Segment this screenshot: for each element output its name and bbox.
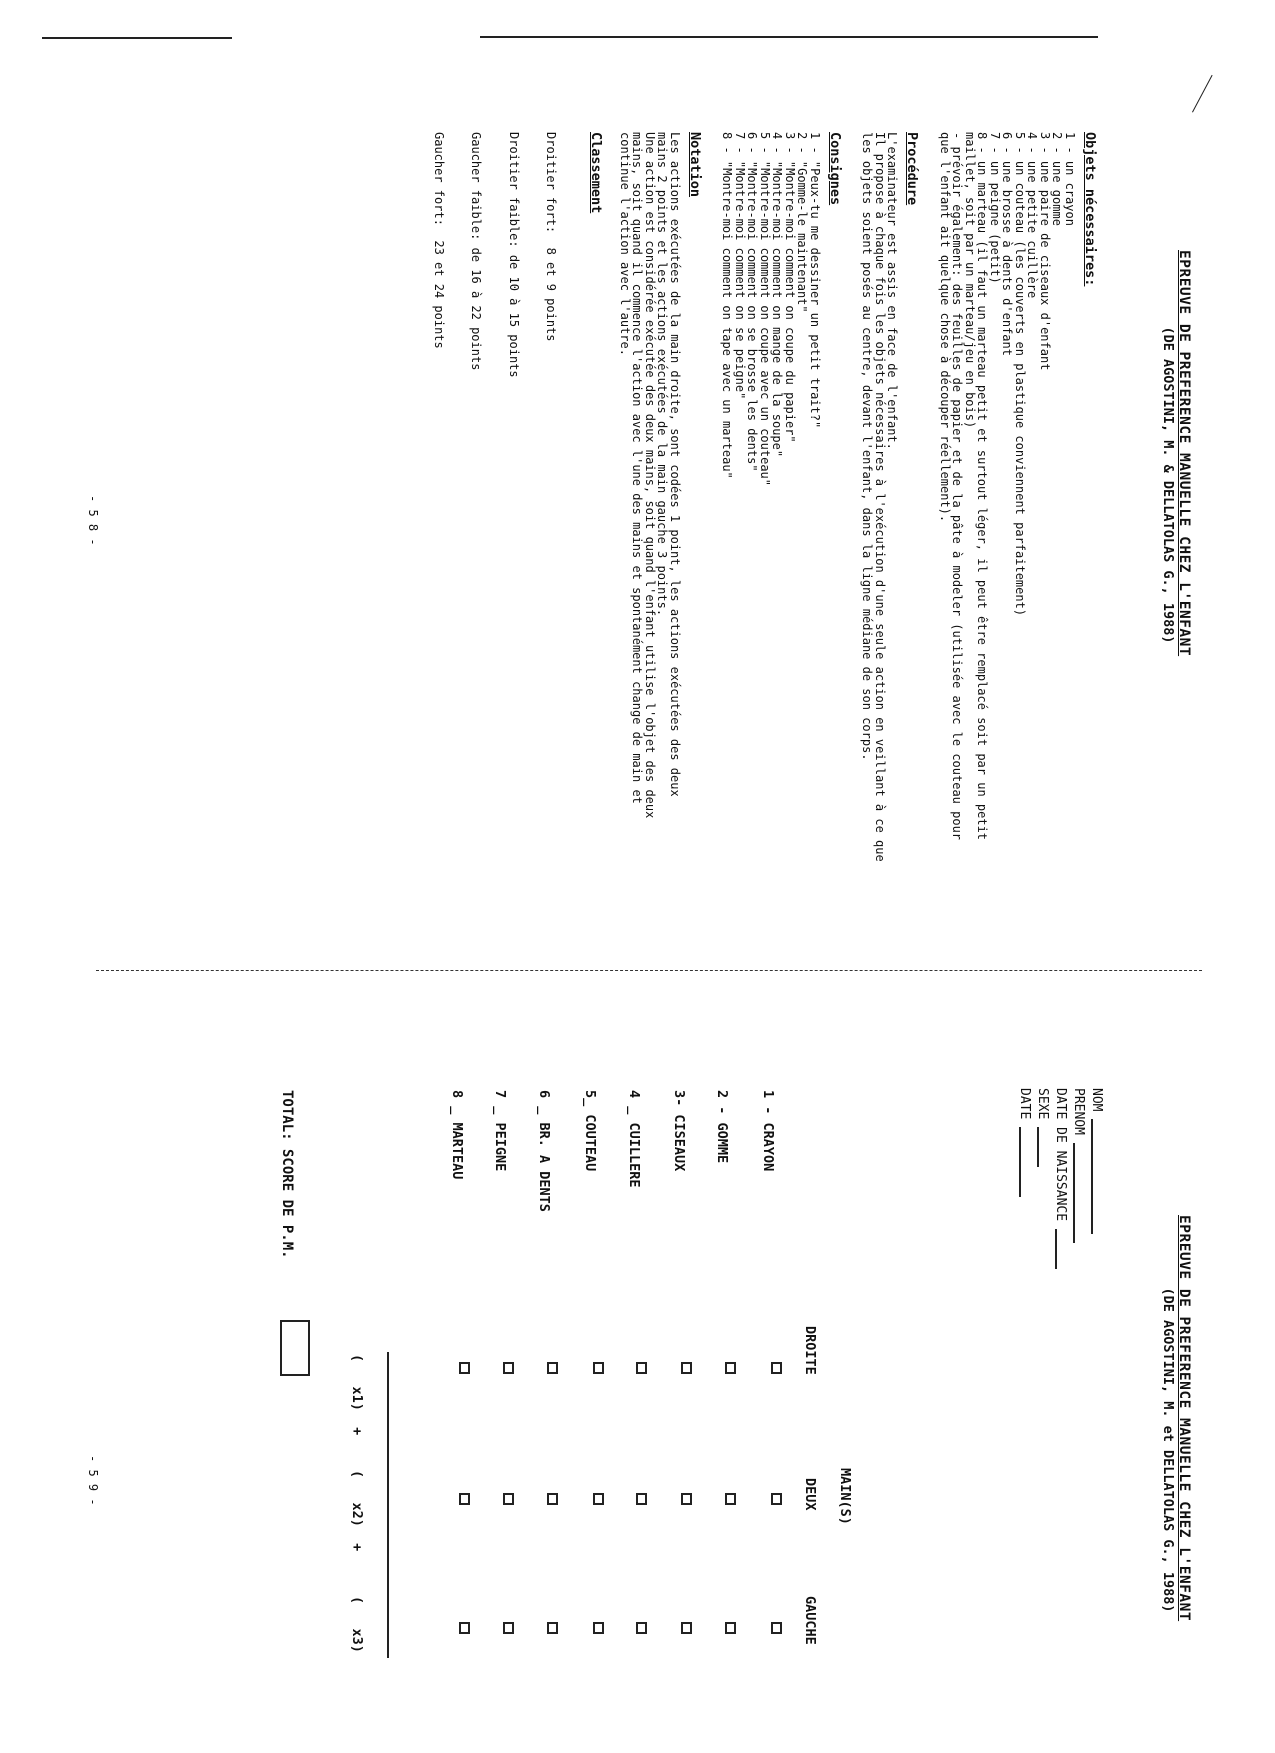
field-nom-label: NOM xyxy=(1089,1088,1104,1112)
top-rule-right xyxy=(480,36,1098,38)
date-naissance-input[interactable] xyxy=(1055,1229,1069,1269)
left-page-title: EPREUVE DE PREFERENCE MANUELLE CHEZ L'ENFANT xyxy=(1176,250,1192,657)
notation-line: Les actions exécutées de la main droite, sont codées 1 point, les actions exécutées des deux xyxy=(668,132,682,797)
list-item: maillet, soit par un marteau/jeu en bois) xyxy=(963,132,977,429)
field-date-label: DATE xyxy=(1017,1088,1032,1120)
checkbox-gauche[interactable] xyxy=(593,1622,604,1634)
checkbox-deux[interactable] xyxy=(593,1493,604,1505)
checkbox-droite[interactable] xyxy=(459,1362,470,1374)
left-page-subtitle: (DE AGOSTINI, M. & DELLATOLAS G., 1988) xyxy=(1160,326,1176,644)
item-label: 4 _ CUILLERE xyxy=(626,1090,642,1188)
field-date-naissance-label: DATE DE NAISSANCE xyxy=(1053,1088,1068,1222)
item-label: 2 - GOMME xyxy=(714,1090,730,1164)
field-date xyxy=(1015,1088,1033,1308)
notation-line: mains 2 points et les actions exécutées de la main gauche 3 points. xyxy=(655,132,670,617)
summary-rule xyxy=(387,1352,389,1658)
checkbox-deux[interactable] xyxy=(725,1493,736,1505)
top-rule-left xyxy=(42,37,232,39)
left-page-body xyxy=(408,132,1099,882)
procedure-line: les objets soient posés au centre, devant l'enfant, dans la ligne médiane de son corps. xyxy=(860,132,875,761)
checkbox-gauche[interactable] xyxy=(547,1622,558,1634)
list-item: 7 - "Montre-moi comment on se peigne" xyxy=(733,132,747,400)
list-item: 2 - une gomme xyxy=(1050,132,1065,226)
list-item: 4 - une petite cuillère xyxy=(1025,132,1040,299)
checkbox-gauche[interactable] xyxy=(681,1622,692,1634)
list-item: 1 - "Peux-tu me dessiner un petit trait?" xyxy=(808,132,822,429)
field-nom xyxy=(1087,1088,1105,1308)
checkbox-deux[interactable] xyxy=(771,1493,782,1505)
consignes-list xyxy=(721,132,821,882)
total-label: TOTAL: SCORE DE P.M. xyxy=(279,1090,295,1259)
field-prenom-label: PRENOM xyxy=(1071,1088,1086,1135)
item-label: 8 _ MARTEAU xyxy=(449,1090,465,1180)
checkbox-gauche[interactable] xyxy=(459,1622,470,1634)
sexe-input[interactable] xyxy=(1037,1127,1051,1167)
list-item: 5 - un couteau (les couverts en plastique conviennent parfaitement) xyxy=(1013,132,1027,617)
field-sexe-label: SEXE xyxy=(1035,1088,1050,1120)
column-gauche: GAUCHE xyxy=(802,1596,818,1645)
middle-divider-rule xyxy=(96,970,1202,971)
checkbox-droite[interactable] xyxy=(503,1362,514,1374)
checkbox-droite[interactable] xyxy=(547,1362,558,1374)
checkbox-droite[interactable] xyxy=(681,1362,692,1374)
list-item: 8 - "Montre-moi comment on tape avec un marteau" xyxy=(720,132,735,479)
procedure-text xyxy=(861,132,899,882)
list-item: - prévoir également: des feuilles de papier et de la pâte à modeler (utilisée avec le couteau pour xyxy=(950,132,965,841)
item-label: 7 _ PEIGNE xyxy=(492,1090,508,1172)
left-page xyxy=(1132,250,1192,910)
checkbox-deux[interactable] xyxy=(503,1493,514,1505)
list-item: 7 - un peigne (petit) xyxy=(988,132,1002,284)
right-page-subtitle: (DE AGOSTINI, M. et DELLATOLAS G., 1988) xyxy=(1160,1287,1176,1613)
checkbox-droite[interactable] xyxy=(593,1362,604,1374)
list-item: Droitier fort: 8 et 9 points xyxy=(544,132,559,342)
multiplier-gauche: ( x3) xyxy=(349,1596,365,1653)
column-droite: DROITE xyxy=(802,1326,818,1375)
classement-list xyxy=(408,132,583,882)
checkbox-gauche[interactable] xyxy=(636,1622,647,1634)
consignes-heading: Consignes xyxy=(827,132,843,206)
columns-heading: MAIN(S) xyxy=(837,1468,853,1525)
list-item: Gaucher faible: de 16 à 22 points xyxy=(469,132,484,371)
item-label: 6 _ BR. A DENTS xyxy=(536,1090,552,1212)
right-page-header xyxy=(1160,1215,1192,1735)
left-page-number: - 5 8 - xyxy=(86,495,100,546)
checkbox-gauche[interactable] xyxy=(771,1622,782,1634)
checkbox-droite[interactable] xyxy=(725,1362,736,1374)
list-item: 3 - "Montre-moi comment on coupe du papier" xyxy=(783,132,797,443)
checkbox-deux[interactable] xyxy=(681,1493,692,1505)
list-item: 2 - "Gomme-le maintenant" xyxy=(795,132,810,313)
checkbox-droite[interactable] xyxy=(771,1362,782,1374)
field-prenom xyxy=(1069,1088,1087,1308)
left-page-header xyxy=(1132,250,1192,910)
multiplier-droite: ( x1) + xyxy=(349,1354,365,1436)
slash-mark xyxy=(1192,75,1213,113)
item-label: 3- CISEAUX xyxy=(671,1090,687,1172)
prenom-input[interactable] xyxy=(1073,1143,1087,1243)
notation-line: continue l'action avec l'autre. xyxy=(618,132,632,356)
right-page-number: - 5 9 - xyxy=(86,1455,100,1506)
list-item: 4 - "Montre-moi comment on mange de la soupe" xyxy=(770,132,785,458)
column-deux: DEUX xyxy=(802,1478,818,1511)
checkbox-gauche[interactable] xyxy=(503,1622,514,1634)
field-sexe xyxy=(1033,1088,1051,1308)
field-date-naissance xyxy=(1051,1088,1069,1308)
notation-line: mains, soit quand il commence l'action avec l'une des mains et spontanément change de main et xyxy=(630,132,645,804)
checkbox-gauche[interactable] xyxy=(725,1622,736,1634)
classement-heading: Classement xyxy=(588,132,605,214)
checkbox-deux[interactable] xyxy=(636,1493,647,1505)
procedure-heading: Procédure xyxy=(904,132,921,206)
item-label: 5_ COUTEAU xyxy=(582,1090,598,1172)
checkbox-droite[interactable] xyxy=(636,1362,647,1374)
date-input[interactable] xyxy=(1019,1127,1033,1197)
notation-heading: Notation xyxy=(687,132,703,198)
checkbox-deux[interactable] xyxy=(547,1493,558,1505)
list-item: Droitier faible: de 10 à 15 points xyxy=(507,132,521,378)
identity-fields xyxy=(1015,1088,1105,1308)
total-score-box[interactable] xyxy=(280,1320,310,1376)
checkbox-deux[interactable] xyxy=(459,1493,470,1505)
list-item: 3 - une paire de ciseaux d'enfant xyxy=(1038,132,1052,371)
list-item: 1 - un crayon xyxy=(1063,132,1077,226)
right-page-title: EPREUVE DE PREFERENCE MANUELLE CHEZ L'ENFANT xyxy=(1176,1215,1192,1622)
list-item: 6 - une brosse à dents d'enfant xyxy=(1000,132,1015,356)
list-item: que l'enfant ait quelque chose à découper réellement). xyxy=(938,132,952,523)
list-item: 5 - "Montre-moi comment on coupe avec un couteau" xyxy=(758,132,772,487)
item-label: 1 - CRAYON xyxy=(760,1090,776,1172)
procedure-line: Il propose à chaque fois les objets nécessaires à l'exécution d'une seule action en veillant à ce que xyxy=(873,132,887,862)
multiplier-deux: ( x2) + xyxy=(349,1470,365,1552)
list-item: 8 - un marteau (il faut un marteau petit et surtout léger, il peut être remplacé soit par un petit xyxy=(975,132,990,841)
objects-heading: Objets nécessaires: xyxy=(1082,132,1098,287)
list-item: 6 - "Montre-moi comment on se brosse les dents" xyxy=(745,132,760,472)
nom-input[interactable] xyxy=(1091,1119,1105,1234)
procedure-line: L'examinateur est assis en face de l'enfant. xyxy=(885,132,900,450)
objects-list xyxy=(939,132,1077,882)
notation-line: Une action est considérée exécutée des deux mains, soit quand l'enfant utilise l'objet des deux xyxy=(643,132,657,819)
list-item: Gaucher fort: 23 et 24 points xyxy=(432,132,446,349)
notation-text xyxy=(619,132,682,882)
